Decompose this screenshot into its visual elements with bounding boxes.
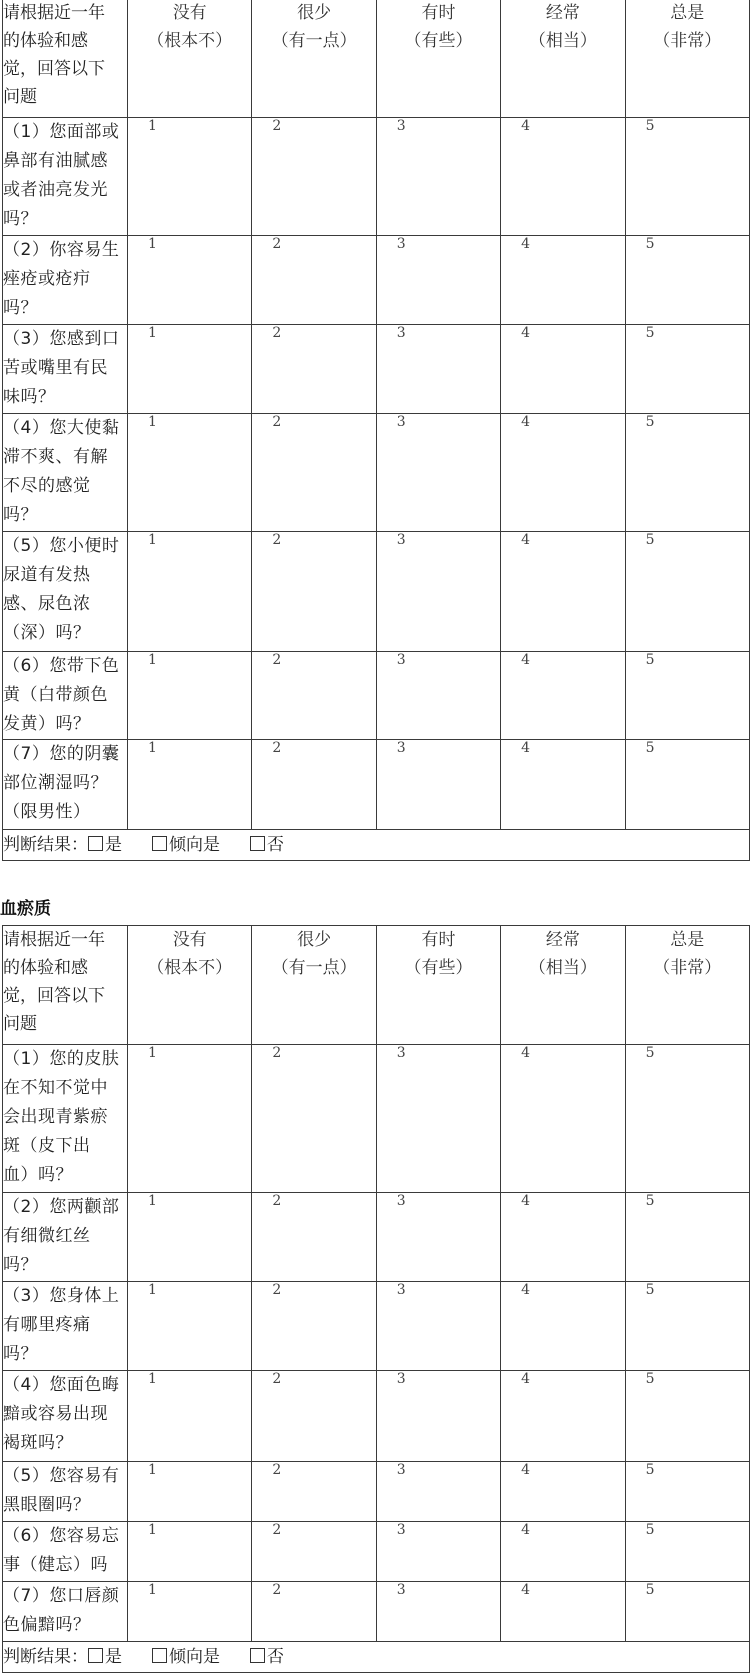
score-cell[interactable] [376,1045,500,1193]
question-row [3,1462,750,1522]
question-line: 发黄）吗？ [3,714,91,734]
question-text [3,236,128,325]
question-line: （3）您身体上 [3,1286,120,1306]
header-option-sublabel: （有些） [404,31,473,51]
score-value: 3 [396,325,406,341]
question-text [3,1582,128,1642]
score-cell[interactable] [376,1282,500,1371]
checkbox-icon[interactable] [152,836,167,851]
score-value: 4 [521,740,531,756]
score-cell[interactable] [501,118,625,236]
question-row [3,1582,750,1642]
score-value: 3 [396,740,406,756]
score-cell[interactable] [501,1462,625,1522]
header-prompt-line: 请根据近一年 [3,3,105,23]
result-option-no[interactable] [250,1647,284,1667]
score-value: 3 [396,1282,406,1298]
question-line: 部位潮湿吗？ [3,773,108,793]
question-line: （5）您容易有 [3,1466,120,1486]
score-value: 5 [645,1371,655,1387]
score-cell[interactable] [501,1193,625,1282]
score-value: 2 [272,1371,282,1387]
score-value: 1 [148,1045,157,1061]
score-value: 4 [521,1193,531,1209]
score-value: 5 [645,1522,655,1538]
score-value: 1 [148,652,157,668]
question-line: 会出现青紫瘀 [3,1107,108,1127]
score-cell[interactable] [625,1045,749,1193]
score-cell[interactable] [625,740,749,830]
question-line: （4）您大使黏 [3,418,120,438]
question-line: （2）您两颧部 [3,1197,120,1217]
header-option-sublabel: （根本不） [147,958,233,978]
question-text [3,532,128,652]
header-prompt-line: 觉，回答以下 [3,986,105,1006]
score-value: 2 [272,1582,282,1598]
result-option-lean[interactable] [152,835,220,855]
score-value: 3 [396,236,406,252]
score-value: 3 [396,118,406,134]
result-cell [3,830,750,861]
score-value: 5 [645,1282,655,1298]
header-option-sublabel: （根本不） [147,31,233,51]
result-cell [3,1642,750,1673]
question-row [3,414,750,532]
score-value: 5 [645,118,655,134]
question-line: 痤疮或疮疖 [3,269,91,289]
header-option [501,0,625,118]
question-line: 吗？ [3,1255,38,1275]
score-value: 1 [148,1462,157,1478]
score-value: 1 [148,1582,157,1598]
header-option [252,926,376,1045]
score-cell[interactable] [376,118,500,236]
header-option-label: 总是 [670,930,705,950]
question-line: （2）你容易生 [3,240,120,260]
score-cell[interactable] [252,414,376,532]
question-text [3,414,128,532]
question-line: 有细微红丝 [3,1226,91,1246]
result-option-label: 是 [105,835,122,855]
question-line: 吗？ [3,505,38,525]
question-row [3,1522,750,1582]
question-line: 尿道有发热 [3,565,91,585]
score-value: 2 [272,740,282,756]
score-cell[interactable] [625,652,749,740]
header-prompt-line: 觉，回答以下 [3,59,105,79]
score-value: 2 [272,118,282,134]
score-cell[interactable] [128,325,252,414]
question-line: （4）您面色晦 [3,1375,120,1395]
header-row [3,926,750,1045]
score-cell[interactable] [501,532,625,652]
score-cell[interactable] [501,1582,625,1642]
question-text [3,118,128,236]
score-value: 1 [148,414,157,430]
header-prompt-line: 问题 [3,87,37,107]
score-value: 1 [148,1282,157,1298]
score-cell[interactable] [252,652,376,740]
score-value: 3 [396,1522,406,1538]
score-value: 3 [396,532,406,548]
header-option-label: 经常 [545,930,580,950]
score-cell[interactable] [128,118,252,236]
score-value: 5 [645,1045,655,1061]
result-option-lean[interactable] [152,1647,220,1667]
score-value: 1 [148,236,157,252]
score-cell[interactable] [128,414,252,532]
score-value: 4 [521,325,531,341]
score-cell[interactable] [625,1193,749,1282]
score-cell[interactable] [376,325,500,414]
score-value: 2 [272,532,282,548]
score-value: 3 [396,1193,406,1209]
score-value: 4 [521,1282,531,1298]
score-value: 1 [148,1371,157,1387]
score-value: 2 [272,1045,282,1061]
result-option-label: 否 [267,835,284,855]
question-line: （7）您的阴囊 [3,744,120,764]
header-prompt-line: 请根据近一年 [3,930,105,950]
score-cell[interactable] [376,1462,500,1522]
header-option-sublabel: （非常） [653,958,722,978]
score-cell[interactable] [501,1371,625,1462]
question-line: 褐斑吗？ [3,1433,73,1453]
question-text [3,652,128,740]
score-cell[interactable] [376,1582,500,1642]
score-value: 5 [645,236,655,252]
header-option [501,926,625,1045]
score-cell[interactable] [128,1045,252,1193]
result-option-yes[interactable] [88,1647,122,1667]
score-cell[interactable] [376,414,500,532]
question-line: 不尽的感觉 [3,476,91,496]
question-line: 在不知不觉中 [3,1078,108,1098]
question-row [3,118,750,236]
score-cell[interactable] [501,325,625,414]
question-line: 吗？ [3,298,38,318]
score-cell[interactable] [501,740,625,830]
score-cell[interactable] [128,1282,252,1371]
score-value: 4 [521,652,531,668]
header-option-sublabel: （有些） [404,958,473,978]
header-option [128,926,252,1045]
score-cell[interactable] [501,414,625,532]
score-value: 1 [148,325,157,341]
question-line: （深）吗？ [3,623,91,643]
score-value: 5 [645,1462,655,1478]
header-option-label: 有时 [421,3,456,23]
score-value: 5 [645,1582,655,1598]
score-value: 2 [272,414,282,430]
score-cell[interactable] [376,740,500,830]
score-cell[interactable] [252,1522,376,1582]
score-value: 2 [272,1193,282,1209]
score-cell[interactable] [501,1282,625,1371]
header-option [128,0,252,118]
score-value: 5 [645,652,655,668]
score-cell[interactable] [376,1522,500,1582]
score-value: 4 [521,1371,531,1387]
score-cell[interactable] [376,652,500,740]
question-line: （3）您感到口 [3,329,120,349]
score-cell[interactable] [252,1282,376,1371]
score-value: 1 [148,118,157,134]
score-cell[interactable] [252,1193,376,1282]
score-cell[interactable] [625,532,749,652]
score-value: 3 [396,414,406,430]
result-row [3,830,750,861]
score-value: 5 [645,740,655,756]
score-cell[interactable] [501,652,625,740]
score-value: 2 [272,325,282,341]
question-line: 或者油亮发光 [3,180,108,200]
score-cell[interactable] [252,118,376,236]
score-value: 3 [396,1371,406,1387]
score-value: 1 [148,1522,157,1538]
checkbox-icon[interactable] [250,1648,265,1663]
header-option [376,926,500,1045]
score-cell[interactable] [625,1371,749,1462]
header-option-label: 没有 [172,3,207,23]
question-line: （6）您容易忘 [3,1526,120,1546]
header-option-sublabel: （有一点） [271,958,357,978]
score-cell[interactable] [252,236,376,325]
header-prompt-line: 问题 [3,1014,37,1034]
score-cell[interactable] [625,118,749,236]
score-cell[interactable] [252,532,376,652]
question-line: 事（健忘）吗 [3,1555,108,1575]
score-cell[interactable] [252,1462,376,1522]
score-cell[interactable] [252,1371,376,1462]
score-cell[interactable] [625,1522,749,1582]
score-cell[interactable] [376,532,500,652]
header-option-sublabel: （相当） [528,31,597,51]
result-option-label: 否 [267,1647,284,1667]
score-value: 2 [272,1522,282,1538]
score-cell[interactable] [252,740,376,830]
header-option-label: 有时 [421,930,456,950]
question-text [3,740,128,830]
score-value: 2 [272,1462,282,1478]
question-line: 有哪里疼痛 [3,1315,91,1335]
question-text [3,1462,128,1522]
score-cell[interactable] [128,1522,252,1582]
score-cell[interactable] [128,1462,252,1522]
header-option-label: 很少 [297,3,332,23]
question-text [3,1522,128,1582]
score-value: 2 [272,652,282,668]
question-line: （限男性） [3,802,91,822]
question-line: 感、尿色浓 [3,594,91,614]
question-text [3,1193,128,1282]
score-cell[interactable] [501,236,625,325]
question-line: 黑眼圈吗？ [3,1495,91,1515]
question-line: 苦或嘴里有民 [3,358,108,378]
score-cell[interactable] [625,1582,749,1642]
score-value: 3 [396,652,406,668]
score-value: 2 [272,236,282,252]
question-line: 鼻部有油腻感 [3,151,108,171]
header-option [376,0,500,118]
score-value: 5 [645,325,655,341]
header-prompt [3,0,128,118]
question-text [3,1045,128,1193]
question-line: 吗？ [3,1344,38,1364]
question-text [3,1371,128,1462]
header-option [625,0,749,118]
result-option-no[interactable] [250,835,284,855]
score-cell[interactable] [625,1282,749,1371]
score-value: 4 [521,532,531,548]
question-line: 色偏黯吗？ [3,1615,91,1635]
score-cell[interactable] [128,740,252,830]
result-option-label: 是 [105,1647,122,1667]
score-value: 3 [396,1462,406,1478]
question-line: （5）您小便时 [3,536,120,556]
question-line: 黯或容易出现 [3,1404,108,1424]
result-row [3,1642,750,1673]
score-value: 1 [148,1193,157,1209]
result-option-label: 倾向是 [169,835,220,855]
score-value: 4 [521,414,531,430]
question-line: （7）您口唇颜 [3,1586,120,1606]
header-prompt-line: 的体验和感 [3,31,88,51]
score-cell[interactable] [625,414,749,532]
score-value: 3 [396,1582,406,1598]
score-value: 3 [396,1045,406,1061]
question-line: （6）您带下色 [3,656,120,676]
score-cell[interactable] [376,1371,500,1462]
question-text [3,1282,128,1371]
result-label: 判断结果： [3,1647,88,1667]
score-cell[interactable] [376,236,500,325]
score-cell[interactable] [128,652,252,740]
score-value: 4 [521,1045,531,1061]
question-row [3,236,750,325]
score-value: 5 [645,414,655,430]
question-row [3,1282,750,1371]
score-value: 4 [521,118,531,134]
score-cell[interactable] [625,236,749,325]
score-cell[interactable] [625,1462,749,1522]
header-option [252,0,376,118]
score-value: 4 [521,1582,531,1598]
score-value: 4 [521,1462,531,1478]
score-value: 5 [645,532,655,548]
score-cell[interactable] [252,1045,376,1193]
score-value: 5 [645,1193,655,1209]
checkbox-icon[interactable] [250,836,265,851]
score-value: 1 [148,532,157,548]
score-cell[interactable] [501,1522,625,1582]
header-option-sublabel: （非常） [653,31,722,51]
score-cell[interactable] [128,236,252,325]
blood-stasis-table [2,925,750,1673]
header-prompt [3,926,128,1045]
question-line: 血）吗？ [3,1165,73,1185]
score-value: 4 [521,236,531,252]
score-cell[interactable] [252,1582,376,1642]
result-label: 判断结果： [3,835,88,855]
question-line: 滞不爽、有解 [3,447,108,467]
header-option-label: 没有 [172,930,207,950]
score-value: 4 [521,1522,531,1538]
header-option-label: 总是 [670,3,705,23]
score-cell[interactable] [252,325,376,414]
score-cell[interactable] [128,1193,252,1282]
result-option-label: 倾向是 [169,1647,220,1667]
section-title-blood-stasis: 血瘀质 [0,899,51,919]
question-line: 黄（白带颜色 [3,685,108,705]
header-option-sublabel: （相当） [528,958,597,978]
score-value: 1 [148,740,157,756]
question-line: 味吗？ [3,387,56,407]
question-line: 吗？ [3,209,38,229]
header-row [3,0,750,118]
header-option [625,926,749,1045]
checkbox-icon[interactable] [88,1648,103,1663]
score-cell[interactable] [501,1045,625,1193]
header-option-label: 很少 [297,930,332,950]
score-cell[interactable] [625,325,749,414]
score-cell[interactable] [376,1193,500,1282]
header-prompt-line: 的体验和感 [3,958,88,978]
score-value: 2 [272,1282,282,1298]
header-option-sublabel: （有一点） [271,31,357,51]
question-text [3,325,128,414]
question-row [3,740,750,830]
checkbox-icon[interactable] [152,1648,167,1663]
checkbox-icon[interactable] [88,836,103,851]
score-cell[interactable] [128,532,252,652]
score-cell[interactable] [128,1582,252,1642]
question-row [3,1193,750,1282]
question-row [3,1045,750,1193]
question-line: （1）您的皮肤 [3,1049,120,1069]
question-row [3,652,750,740]
result-option-yes[interactable] [88,835,122,855]
question-row [3,532,750,652]
question-line: 斑（皮下出 [3,1136,91,1156]
score-cell[interactable] [128,1371,252,1462]
question-row [3,1371,750,1462]
header-option-label: 经常 [545,3,580,23]
damp-heat-table [2,0,750,861]
question-line: （1）您面部或 [3,122,120,142]
question-row [3,325,750,414]
